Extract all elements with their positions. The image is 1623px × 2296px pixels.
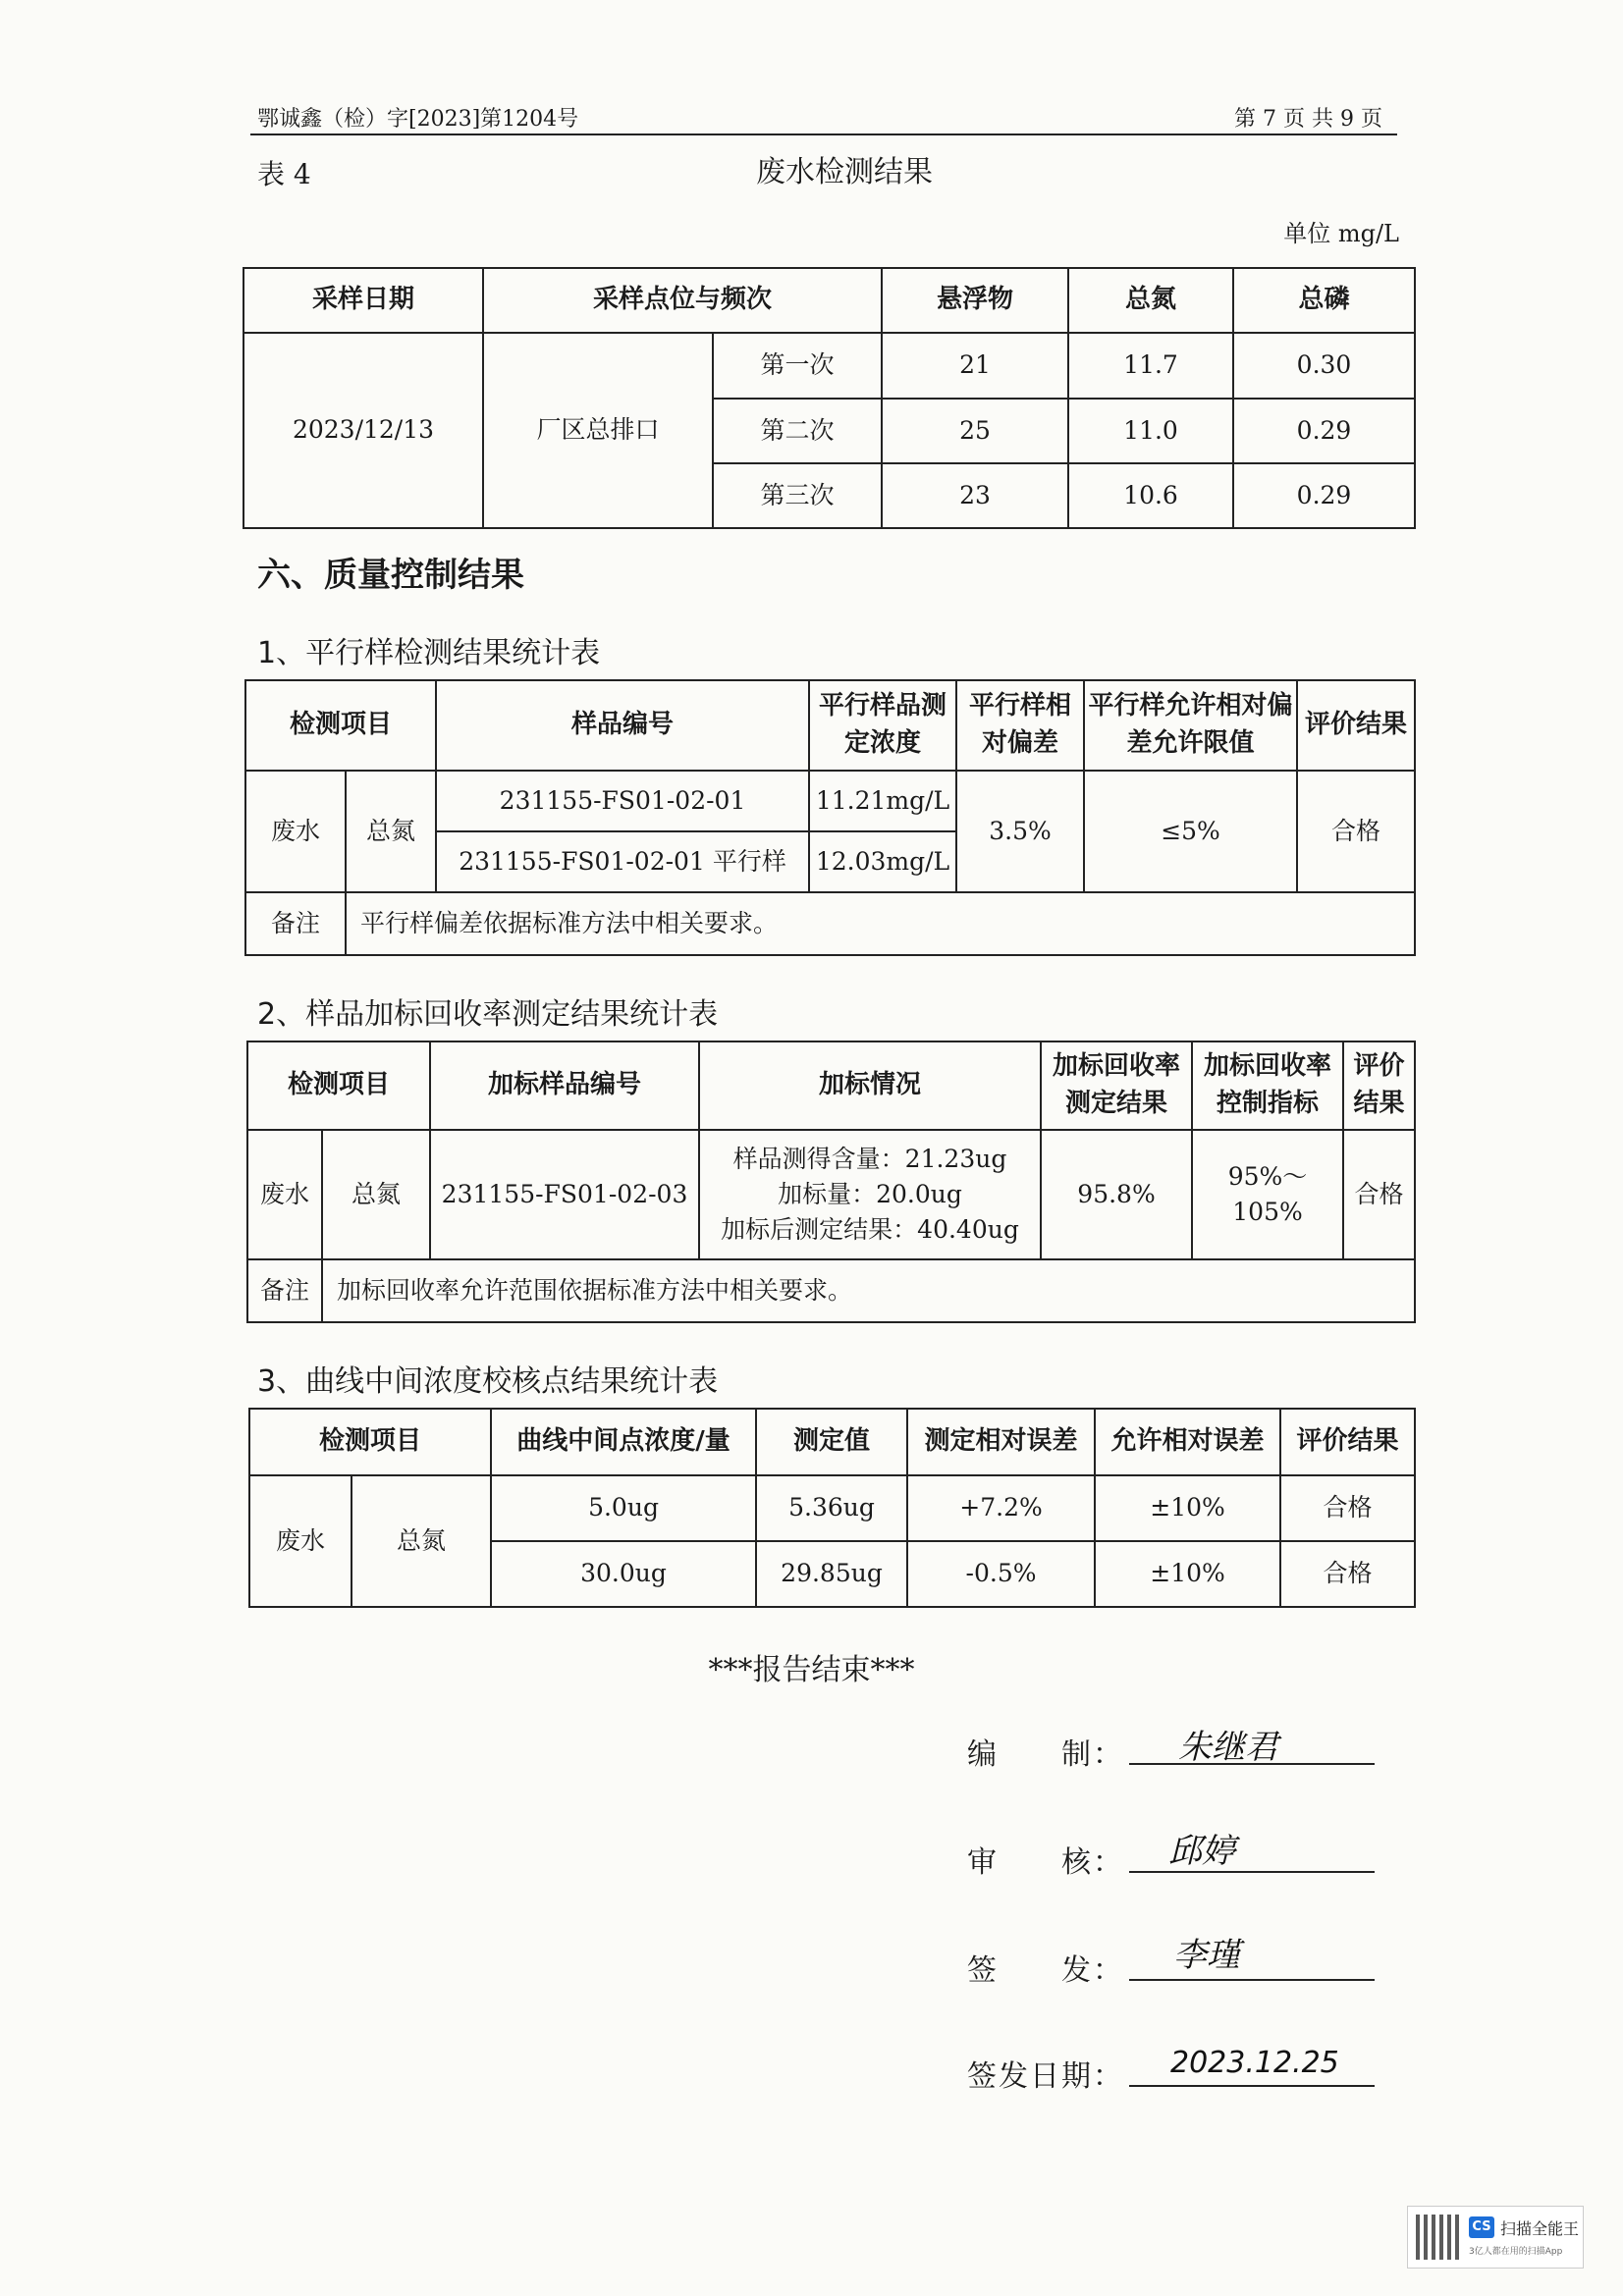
note-text: 平行样偏差依据标准方法中相关要求。 <box>346 892 1415 955</box>
measured-cell: 29.85ug <box>756 1541 907 1607</box>
scanner-watermark <box>1407 2206 1584 2269</box>
section-title: 六、质量控制结果 <box>257 556 524 595</box>
header-spike-sample-id: 加标样品编号 <box>430 1041 699 1130</box>
item-cell: 总氮 <box>322 1130 430 1259</box>
error-cell: +7.2% <box>907 1475 1095 1541</box>
table-label: 表 4 <box>257 158 311 190</box>
header-test-item: 检测项目 <box>245 680 436 771</box>
header-sampling-point: 采样点位与频次 <box>483 268 882 333</box>
issued-label: 签 发： <box>967 1953 1124 1988</box>
watermark-name: 扫描全能王 <box>1500 2219 1580 2238</box>
curve-check-table <box>248 1408 1416 1608</box>
spike-sample-id: 231155-FS01-02-03 <box>430 1130 699 1259</box>
parallel-sample-table <box>244 679 1416 956</box>
result-cell: 合格 <box>1343 1130 1415 1259</box>
prepared-label: 编 制： <box>967 1737 1124 1772</box>
point-cell: 30.0ug <box>491 1541 756 1607</box>
control-cell: 95%～105% <box>1192 1130 1343 1259</box>
issued-signature: 李瑾 <box>1173 1936 1240 1975</box>
issue-date-value: 2023.12.25 <box>1170 2046 1339 2080</box>
page-info: 第 7 页 共 9 页 <box>1234 107 1382 132</box>
result-cell: 合格 <box>1297 771 1415 892</box>
report-number: 鄂诚鑫（检）字[2023]第1204号 <box>257 107 579 132</box>
header-sampling-date: 采样日期 <box>243 268 483 333</box>
issued-line <box>1129 1940 1375 1981</box>
category-cell: 废水 <box>245 771 346 892</box>
header-tp: 总磷 <box>1233 268 1415 333</box>
sample-id-cell: 231155-FS01-02-01 <box>436 771 809 831</box>
wastewater-results-table <box>243 267 1416 529</box>
prepared-signature: 朱继君 <box>1178 1728 1278 1767</box>
header-recovery-control: 加标回收率控制指标 <box>1192 1041 1343 1130</box>
sampling-date: 2023/12/13 <box>243 333 483 528</box>
recovery-cell: 95.8% <box>1041 1130 1192 1259</box>
category-cell: 废水 <box>247 1130 322 1259</box>
table-title: 废水检测结果 <box>756 155 933 189</box>
spike-recovery-table <box>246 1041 1416 1323</box>
measured-content: 样品测得含量：21.23ug <box>732 1144 1007 1173</box>
reviewed-signature: 邱婷 <box>1168 1832 1235 1871</box>
tp-cell: 0.30 <box>1233 333 1415 399</box>
error-cell: -0.5% <box>907 1541 1095 1607</box>
result-cell: 合格 <box>1280 1541 1415 1607</box>
point-cell: 5.0ug <box>491 1475 756 1541</box>
header-divider <box>250 133 1397 135</box>
header-allowed-error: 允许相对误差 <box>1095 1409 1280 1475</box>
measured-cell: 5.36ug <box>756 1475 907 1541</box>
spike-amount: 加标量：20.0ug <box>778 1179 962 1208</box>
header-tn: 总氮 <box>1068 268 1233 333</box>
ss-cell: 21 <box>882 333 1068 399</box>
allowed-cell: ±10% <box>1095 1475 1280 1541</box>
header-measured: 测定值 <box>756 1409 907 1475</box>
spike-table-title: 2、样品加标回收率测定结果统计表 <box>257 997 719 1032</box>
header-evaluation: 评价结果 <box>1297 680 1415 771</box>
header-sample-id: 样品编号 <box>436 680 809 771</box>
spike-situation <box>699 1130 1041 1259</box>
header-evaluation: 评价结果 <box>1343 1041 1415 1130</box>
freq-cell: 第二次 <box>713 399 882 463</box>
conc-cell: 11.21mg/L <box>809 771 956 831</box>
report-end-mark: ***报告结束*** <box>708 1653 915 1687</box>
camscanner-logo-icon: CS <box>1469 2216 1494 2238</box>
header-recovery-result: 加标回收率测定结果 <box>1041 1041 1192 1130</box>
unit-label: 单位 mg/L <box>1283 220 1399 247</box>
header-ss: 悬浮物 <box>882 268 1068 333</box>
freq-cell: 第三次 <box>713 463 882 528</box>
header-test-item: 检测项目 <box>249 1409 491 1475</box>
curve-table-title: 3、曲线中间浓度校核点结果统计表 <box>257 1364 719 1399</box>
tp-cell: 0.29 <box>1233 463 1415 528</box>
freq-cell: 第一次 <box>713 333 882 399</box>
header-allowed-limit: 平行样允许相对偏差允许限值 <box>1084 680 1297 771</box>
item-cell: 总氮 <box>352 1475 491 1607</box>
ss-cell: 25 <box>882 399 1068 463</box>
result-cell: 合格 <box>1280 1475 1415 1541</box>
reviewed-label: 审 核： <box>967 1845 1124 1880</box>
header-relative-error: 测定相对误差 <box>907 1409 1095 1475</box>
tn-cell: 11.7 <box>1068 333 1233 399</box>
header-curve-point: 曲线中间点浓度/量 <box>491 1409 756 1475</box>
header-evaluation: 评价结果 <box>1280 1409 1415 1475</box>
limit-cell: ≤5% <box>1084 771 1297 892</box>
header-relative-deviation: 平行样相对偏差 <box>956 680 1084 771</box>
category-cell: 废水 <box>249 1475 352 1607</box>
note-label: 备注 <box>247 1259 322 1322</box>
reviewed-line <box>1129 1832 1375 1873</box>
ss-cell: 23 <box>882 463 1068 528</box>
note-text: 加标回收率允许范围依据标准方法中相关要求。 <box>322 1259 1415 1322</box>
parallel-table-title: 1、平行样检测结果统计表 <box>257 636 601 670</box>
note-label: 备注 <box>245 892 346 955</box>
issue-date-label: 签发日期： <box>967 2059 1124 2094</box>
conc-cell: 12.03mg/L <box>809 831 956 892</box>
watermark-slogan: 3亿人都在用的扫描App <box>1469 2247 1563 2257</box>
tp-cell: 0.29 <box>1233 399 1415 463</box>
tn-cell: 10.6 <box>1068 463 1233 528</box>
allowed-cell: ±10% <box>1095 1541 1280 1607</box>
sample-id-cell: 231155-FS01-02-01 平行样 <box>436 831 809 892</box>
sampling-location: 厂区总排口 <box>483 333 713 528</box>
tn-cell: 11.0 <box>1068 399 1233 463</box>
item-cell: 总氮 <box>346 771 436 892</box>
after-spike-result: 加标后测定结果：40.40ug <box>721 1215 1019 1245</box>
deviation-cell: 3.5% <box>956 771 1084 892</box>
header-spike-situation: 加标情况 <box>699 1041 1041 1130</box>
header-test-item: 检测项目 <box>247 1041 430 1130</box>
qr-code-icon <box>1416 2215 1461 2260</box>
header-parallel-conc: 平行样品测定浓度 <box>809 680 956 771</box>
